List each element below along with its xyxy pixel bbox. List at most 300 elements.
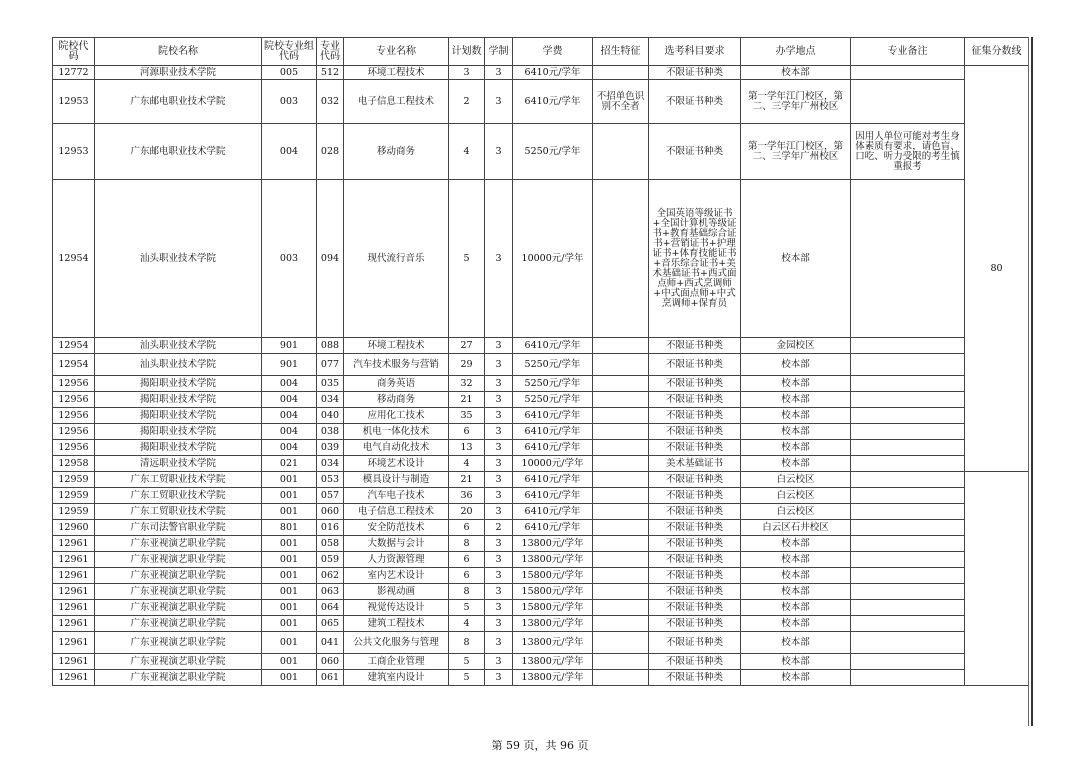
row-group-code: 001 bbox=[262, 488, 317, 504]
row-feature bbox=[593, 124, 649, 180]
row-major-code: 063 bbox=[317, 584, 344, 600]
header-plan: 计划数 bbox=[449, 38, 485, 66]
row-school-code: 12954 bbox=[53, 354, 95, 376]
header-tuition: 学费 bbox=[513, 38, 593, 66]
row-subjects: 不限证书种类 bbox=[649, 80, 741, 124]
row-subjects: 不限证书种类 bbox=[649, 392, 741, 408]
row-group-code: 001 bbox=[262, 670, 317, 686]
header-location: 办学地点 bbox=[741, 38, 851, 66]
row-major-name: 电子信息工程技术 bbox=[344, 80, 449, 124]
row-school-name: 广东亚视演艺职业学院 bbox=[95, 616, 262, 632]
row-years: 3 bbox=[485, 552, 513, 568]
row-school-name: 广东工贸职业技术学院 bbox=[95, 488, 262, 504]
row-years: 3 bbox=[485, 568, 513, 584]
row-major-code: 061 bbox=[317, 670, 344, 686]
row-plan: 32 bbox=[449, 376, 485, 392]
row-years: 3 bbox=[485, 338, 513, 354]
row-major-name: 大数据与会计 bbox=[344, 536, 449, 552]
row-plan: 2 bbox=[449, 80, 485, 124]
table-row bbox=[53, 520, 1029, 536]
row-subjects: 不限证书种类 bbox=[649, 376, 741, 392]
row-subjects: 不限证书种类 bbox=[649, 440, 741, 456]
row-school-name: 广东司法警官职业学院 bbox=[95, 520, 262, 536]
row-years: 3 bbox=[485, 456, 513, 472]
row-major-code: 512 bbox=[317, 66, 344, 80]
row-location: 校本部 bbox=[741, 600, 851, 616]
row-subjects: 不限证书种类 bbox=[649, 632, 741, 654]
row-major-name: 应用化工技术 bbox=[344, 408, 449, 424]
row-feature bbox=[593, 520, 649, 536]
row-school-code: 12961 bbox=[53, 632, 95, 654]
row-feature bbox=[593, 66, 649, 80]
row-feature bbox=[593, 568, 649, 584]
row-tuition: 15800元/学年 bbox=[513, 600, 593, 616]
row-group-code: 021 bbox=[262, 456, 317, 472]
row-years: 3 bbox=[485, 66, 513, 80]
row-plan: 8 bbox=[449, 632, 485, 654]
row-group-code: 001 bbox=[262, 472, 317, 488]
row-major-name: 现代流行音乐 bbox=[344, 180, 449, 338]
row-school-code: 12956 bbox=[53, 424, 95, 440]
row-school-name: 广东亚视演艺职业学院 bbox=[95, 568, 262, 584]
row-remark bbox=[851, 552, 965, 568]
row-subjects: 不限证书种类 bbox=[649, 472, 741, 488]
row-subjects: 不限证书种类 bbox=[649, 536, 741, 552]
row-school-name: 揭阳职业技术学院 bbox=[95, 440, 262, 456]
row-subjects: 不限证书种类 bbox=[649, 520, 741, 536]
row-years: 3 bbox=[485, 584, 513, 600]
row-location: 校本部 bbox=[741, 536, 851, 552]
row-school-name: 汕头职业技术学院 bbox=[95, 338, 262, 354]
table-row bbox=[53, 472, 1029, 488]
row-plan: 5 bbox=[449, 600, 485, 616]
row-tuition: 6410元/学年 bbox=[513, 520, 593, 536]
row-tuition: 5250元/学年 bbox=[513, 124, 593, 180]
row-remark bbox=[851, 536, 965, 552]
row-years: 3 bbox=[485, 504, 513, 520]
row-tuition: 5250元/学年 bbox=[513, 392, 593, 408]
row-remark bbox=[851, 440, 965, 456]
table-row bbox=[53, 392, 1029, 408]
row-feature bbox=[593, 354, 649, 376]
row-location: 校本部 bbox=[741, 392, 851, 408]
row-school-code: 12961 bbox=[53, 552, 95, 568]
row-plan: 8 bbox=[449, 584, 485, 600]
row-major-code: 039 bbox=[317, 440, 344, 456]
row-subjects: 不限证书种类 bbox=[649, 552, 741, 568]
row-school-name: 揭阳职业技术学院 bbox=[95, 424, 262, 440]
row-plan: 6 bbox=[449, 568, 485, 584]
row-tuition: 15800元/学年 bbox=[513, 584, 593, 600]
row-major-code: 028 bbox=[317, 124, 344, 180]
row-plan: 6 bbox=[449, 520, 485, 536]
row-major-code: 077 bbox=[317, 354, 344, 376]
row-feature bbox=[593, 504, 649, 520]
row-plan: 29 bbox=[449, 354, 485, 376]
row-location: 白云区石井校区 bbox=[741, 520, 851, 536]
row-feature bbox=[593, 488, 649, 504]
row-school-name: 汕头职业技术学院 bbox=[95, 180, 262, 338]
row-feature bbox=[593, 180, 649, 338]
row-school-name: 广东亚视演艺职业学院 bbox=[95, 670, 262, 686]
row-school-code: 12954 bbox=[53, 180, 95, 338]
row-location: 校本部 bbox=[741, 440, 851, 456]
row-years: 2 bbox=[485, 520, 513, 536]
row-group-code: 004 bbox=[262, 424, 317, 440]
page-border-line bbox=[1028, 37, 1029, 726]
row-major-code: 064 bbox=[317, 600, 344, 616]
row-tuition: 6410元/学年 bbox=[513, 472, 593, 488]
row-major-name: 机电一体化技术 bbox=[344, 424, 449, 440]
row-subjects: 不限证书种类 bbox=[649, 504, 741, 520]
row-tuition: 13800元/学年 bbox=[513, 632, 593, 654]
row-plan: 4 bbox=[449, 616, 485, 632]
row-location: 校本部 bbox=[741, 670, 851, 686]
row-major-code: 065 bbox=[317, 616, 344, 632]
row-feature bbox=[593, 600, 649, 616]
row-remark bbox=[851, 584, 965, 600]
table-row bbox=[53, 616, 1029, 632]
row-school-code: 12959 bbox=[53, 472, 95, 488]
header-row bbox=[53, 38, 1029, 66]
row-years: 3 bbox=[485, 488, 513, 504]
table-row bbox=[53, 504, 1029, 520]
row-school-code: 12961 bbox=[53, 568, 95, 584]
row-feature bbox=[593, 408, 649, 424]
row-school-name: 广东亚视演艺职业学院 bbox=[95, 552, 262, 568]
row-group-code: 001 bbox=[262, 504, 317, 520]
row-tuition: 6410元/学年 bbox=[513, 488, 593, 504]
row-plan: 4 bbox=[449, 456, 485, 472]
table-row bbox=[53, 66, 1029, 80]
row-major-name: 电气自动化技术 bbox=[344, 440, 449, 456]
row-years: 3 bbox=[485, 670, 513, 686]
row-group-code: 001 bbox=[262, 568, 317, 584]
row-location: 校本部 bbox=[741, 654, 851, 670]
row-feature bbox=[593, 424, 649, 440]
row-plan: 6 bbox=[449, 552, 485, 568]
row-remark bbox=[851, 520, 965, 536]
row-years: 3 bbox=[485, 632, 513, 654]
row-location: 校本部 bbox=[741, 354, 851, 376]
row-years: 3 bbox=[485, 440, 513, 456]
row-location: 金园校区 bbox=[741, 338, 851, 354]
table-row bbox=[53, 408, 1029, 424]
row-school-code: 12959 bbox=[53, 504, 95, 520]
row-school-name: 广东亚视演艺职业学院 bbox=[95, 632, 262, 654]
row-major-name: 汽车电子技术 bbox=[344, 488, 449, 504]
table-row bbox=[53, 488, 1029, 504]
row-school-code: 12961 bbox=[53, 670, 95, 686]
row-school-name: 汕头职业技术学院 bbox=[95, 354, 262, 376]
row-major-name: 商务英语 bbox=[344, 376, 449, 392]
row-major-name: 安全防范技术 bbox=[344, 520, 449, 536]
row-subjects: 不限证书种类 bbox=[649, 124, 741, 180]
row-location: 校本部 bbox=[741, 456, 851, 472]
row-group-code: 801 bbox=[262, 520, 317, 536]
table-row bbox=[53, 552, 1029, 568]
table-row bbox=[53, 124, 1029, 180]
row-plan: 35 bbox=[449, 408, 485, 424]
row-location: 白云校区 bbox=[741, 504, 851, 520]
row-feature bbox=[593, 584, 649, 600]
row-major-code: 094 bbox=[317, 180, 344, 338]
row-group-code: 901 bbox=[262, 338, 317, 354]
row-location: 校本部 bbox=[741, 568, 851, 584]
row-tuition: 13800元/学年 bbox=[513, 654, 593, 670]
row-remark bbox=[851, 376, 965, 392]
row-years: 3 bbox=[485, 600, 513, 616]
row-major-name: 汽车技术服务与营销 bbox=[344, 354, 449, 376]
row-subjects: 不限证书种类 bbox=[649, 670, 741, 686]
row-plan: 21 bbox=[449, 392, 485, 408]
row-plan: 3 bbox=[449, 66, 485, 80]
row-group-code: 001 bbox=[262, 600, 317, 616]
row-location: 校本部 bbox=[741, 408, 851, 424]
row-remark bbox=[851, 66, 965, 80]
row-remark bbox=[851, 600, 965, 616]
row-school-code: 12959 bbox=[53, 488, 95, 504]
row-location: 校本部 bbox=[741, 180, 851, 338]
row-school-code: 12953 bbox=[53, 80, 95, 124]
row-major-code: 062 bbox=[317, 568, 344, 584]
row-subjects: 美术基础证书 bbox=[649, 456, 741, 472]
row-years: 3 bbox=[485, 124, 513, 180]
row-subjects: 不限证书种类 bbox=[649, 424, 741, 440]
row-group-code: 004 bbox=[262, 124, 317, 180]
row-major-name: 环境艺术设计 bbox=[344, 456, 449, 472]
table-row bbox=[53, 670, 1029, 686]
row-major-code: 034 bbox=[317, 456, 344, 472]
table-row bbox=[53, 80, 1029, 124]
row-subjects: 不限证书种类 bbox=[649, 408, 741, 424]
row-major-name: 公共文化服务与管理 bbox=[344, 632, 449, 654]
row-plan: 8 bbox=[449, 536, 485, 552]
row-school-name: 广东邮电职业技术学院 bbox=[95, 124, 262, 180]
row-school-code: 12961 bbox=[53, 616, 95, 632]
row-school-code: 12954 bbox=[53, 338, 95, 354]
table-row bbox=[53, 424, 1029, 440]
row-group-code: 901 bbox=[262, 354, 317, 376]
header-subjects: 选考科目要求 bbox=[649, 38, 741, 66]
row-school-code: 12961 bbox=[53, 654, 95, 670]
row-remark bbox=[851, 180, 965, 338]
row-subjects: 不限证书种类 bbox=[649, 568, 741, 584]
header-major-name: 专业名称 bbox=[344, 38, 449, 66]
row-major-name: 视觉传达设计 bbox=[344, 600, 449, 616]
row-location: 校本部 bbox=[741, 376, 851, 392]
row-years: 3 bbox=[485, 408, 513, 424]
row-years: 3 bbox=[485, 80, 513, 124]
header-school-name: 院校名称 bbox=[95, 38, 262, 66]
row-tuition: 5250元/学年 bbox=[513, 354, 593, 376]
header-remark: 专业备注 bbox=[851, 38, 965, 66]
row-feature bbox=[593, 392, 649, 408]
row-plan: 5 bbox=[449, 670, 485, 686]
row-plan: 5 bbox=[449, 180, 485, 338]
page-border-line-thick bbox=[1031, 37, 1033, 726]
row-major-code: 060 bbox=[317, 654, 344, 670]
row-school-name: 广东亚视演艺职业学院 bbox=[95, 536, 262, 552]
row-major-code: 088 bbox=[317, 338, 344, 354]
row-school-name: 广东亚视演艺职业学院 bbox=[95, 584, 262, 600]
row-school-name: 揭阳职业技术学院 bbox=[95, 392, 262, 408]
row-location: 校本部 bbox=[741, 616, 851, 632]
row-feature: 不招单色识别不全者 bbox=[593, 80, 649, 124]
table-row bbox=[53, 354, 1029, 376]
row-major-name: 移动商务 bbox=[344, 124, 449, 180]
row-school-code: 12960 bbox=[53, 520, 95, 536]
row-feature bbox=[593, 616, 649, 632]
row-remark bbox=[851, 632, 965, 654]
row-remark bbox=[851, 654, 965, 670]
row-major-code: 060 bbox=[317, 504, 344, 520]
row-subjects: 不限证书种类 bbox=[649, 600, 741, 616]
row-school-code: 12956 bbox=[53, 408, 95, 424]
row-years: 3 bbox=[485, 376, 513, 392]
row-school-name: 广东工贸职业技术学院 bbox=[95, 504, 262, 520]
admissions-table bbox=[52, 37, 1029, 686]
row-group-code: 004 bbox=[262, 440, 317, 456]
table-row bbox=[53, 568, 1029, 584]
row-school-code: 12961 bbox=[53, 584, 95, 600]
row-location: 校本部 bbox=[741, 66, 851, 80]
row-feature bbox=[593, 670, 649, 686]
row-major-name: 电子信息工程技术 bbox=[344, 504, 449, 520]
row-major-code: 016 bbox=[317, 520, 344, 536]
row-subjects: 不限证书种类 bbox=[649, 66, 741, 80]
row-subjects: 不限证书种类 bbox=[649, 488, 741, 504]
table-row bbox=[53, 654, 1029, 670]
row-location: 白云校区 bbox=[741, 472, 851, 488]
row-tuition: 6410元/学年 bbox=[513, 504, 593, 520]
table-body bbox=[53, 66, 1029, 686]
row-major-code: 057 bbox=[317, 488, 344, 504]
row-remark bbox=[851, 408, 965, 424]
row-school-name: 揭阳职业技术学院 bbox=[95, 408, 262, 424]
row-tuition: 6410元/学年 bbox=[513, 440, 593, 456]
row-school-code: 12956 bbox=[53, 376, 95, 392]
row-major-name: 室内艺术设计 bbox=[344, 568, 449, 584]
row-years: 3 bbox=[485, 654, 513, 670]
row-remark bbox=[851, 616, 965, 632]
row-tuition: 5250元/学年 bbox=[513, 376, 593, 392]
row-major-name: 建筑室内设计 bbox=[344, 670, 449, 686]
row-group-code: 003 bbox=[262, 180, 317, 338]
cutoff-score-empty bbox=[965, 472, 1029, 686]
row-major-name: 工商企业管理 bbox=[344, 654, 449, 670]
row-tuition: 15800元/学年 bbox=[513, 568, 593, 584]
row-remark bbox=[851, 456, 965, 472]
row-group-code: 001 bbox=[262, 616, 317, 632]
row-school-name: 广东亚视演艺职业学院 bbox=[95, 654, 262, 670]
row-tuition: 10000元/学年 bbox=[513, 456, 593, 472]
row-feature bbox=[593, 536, 649, 552]
row-tuition: 13800元/学年 bbox=[513, 670, 593, 686]
row-subjects: 不限证书种类 bbox=[649, 338, 741, 354]
row-remark bbox=[851, 670, 965, 686]
table-row bbox=[53, 440, 1029, 456]
row-major-name: 人力资源管理 bbox=[344, 552, 449, 568]
row-plan: 6 bbox=[449, 424, 485, 440]
row-plan: 36 bbox=[449, 488, 485, 504]
row-location: 第一学年江门校区，第二、三学年广州校区 bbox=[741, 124, 851, 180]
row-tuition: 6410元/学年 bbox=[513, 408, 593, 424]
header-feature: 招生特征 bbox=[593, 38, 649, 66]
row-major-name: 环境工程技术 bbox=[344, 338, 449, 354]
row-school-code: 12961 bbox=[53, 600, 95, 616]
row-school-code: 12772 bbox=[53, 66, 95, 80]
row-group-code: 001 bbox=[262, 654, 317, 670]
row-school-name: 清远职业技术学院 bbox=[95, 456, 262, 472]
row-school-name: 揭阳职业技术学院 bbox=[95, 376, 262, 392]
row-major-name: 影视动画 bbox=[344, 584, 449, 600]
table-row bbox=[53, 180, 1029, 338]
header-cutoff: 征集分数线 bbox=[965, 38, 1029, 66]
page-footer: 第 59 页，共 96 页 bbox=[491, 739, 589, 752]
row-group-code: 004 bbox=[262, 408, 317, 424]
row-remark bbox=[851, 338, 965, 354]
row-remark bbox=[851, 424, 965, 440]
row-school-name: 广东邮电职业技术学院 bbox=[95, 80, 262, 124]
row-years: 3 bbox=[485, 392, 513, 408]
row-major-code: 059 bbox=[317, 552, 344, 568]
row-school-name: 广东工贸职业技术学院 bbox=[95, 472, 262, 488]
row-feature bbox=[593, 440, 649, 456]
row-feature bbox=[593, 632, 649, 654]
row-group-code: 001 bbox=[262, 584, 317, 600]
cutoff-score: 80 bbox=[965, 66, 1029, 472]
row-remark bbox=[851, 504, 965, 520]
table-row bbox=[53, 600, 1029, 616]
row-tuition: 13800元/学年 bbox=[513, 552, 593, 568]
row-tuition: 13800元/学年 bbox=[513, 616, 593, 632]
row-school-code: 12958 bbox=[53, 456, 95, 472]
row-remark bbox=[851, 354, 965, 376]
row-major-code: 034 bbox=[317, 392, 344, 408]
row-years: 3 bbox=[485, 424, 513, 440]
row-feature bbox=[593, 376, 649, 392]
row-subjects: 不限证书种类 bbox=[649, 354, 741, 376]
row-major-code: 041 bbox=[317, 632, 344, 654]
table-row bbox=[53, 456, 1029, 472]
row-major-name: 环境工程技术 bbox=[344, 66, 449, 80]
row-years: 3 bbox=[485, 180, 513, 338]
row-subjects: 不限证书种类 bbox=[649, 616, 741, 632]
row-location: 第一学年江门校区，第二、三学年广州校区 bbox=[741, 80, 851, 124]
row-tuition: 6410元/学年 bbox=[513, 338, 593, 354]
row-school-code: 12961 bbox=[53, 536, 95, 552]
table-row bbox=[53, 536, 1029, 552]
row-school-code: 12953 bbox=[53, 124, 95, 180]
row-plan: 4 bbox=[449, 124, 485, 180]
row-remark bbox=[851, 472, 965, 488]
row-major-code: 053 bbox=[317, 472, 344, 488]
header-major-code: 专业代码 bbox=[317, 38, 344, 66]
table-row bbox=[53, 584, 1029, 600]
row-remark bbox=[851, 488, 965, 504]
row-feature bbox=[593, 456, 649, 472]
row-feature bbox=[593, 472, 649, 488]
row-plan: 21 bbox=[449, 472, 485, 488]
row-location: 白云校区 bbox=[741, 488, 851, 504]
row-major-code: 040 bbox=[317, 408, 344, 424]
row-school-code: 12956 bbox=[53, 440, 95, 456]
row-group-code: 003 bbox=[262, 80, 317, 124]
row-major-name: 移动商务 bbox=[344, 392, 449, 408]
row-plan: 20 bbox=[449, 504, 485, 520]
row-feature bbox=[593, 338, 649, 354]
